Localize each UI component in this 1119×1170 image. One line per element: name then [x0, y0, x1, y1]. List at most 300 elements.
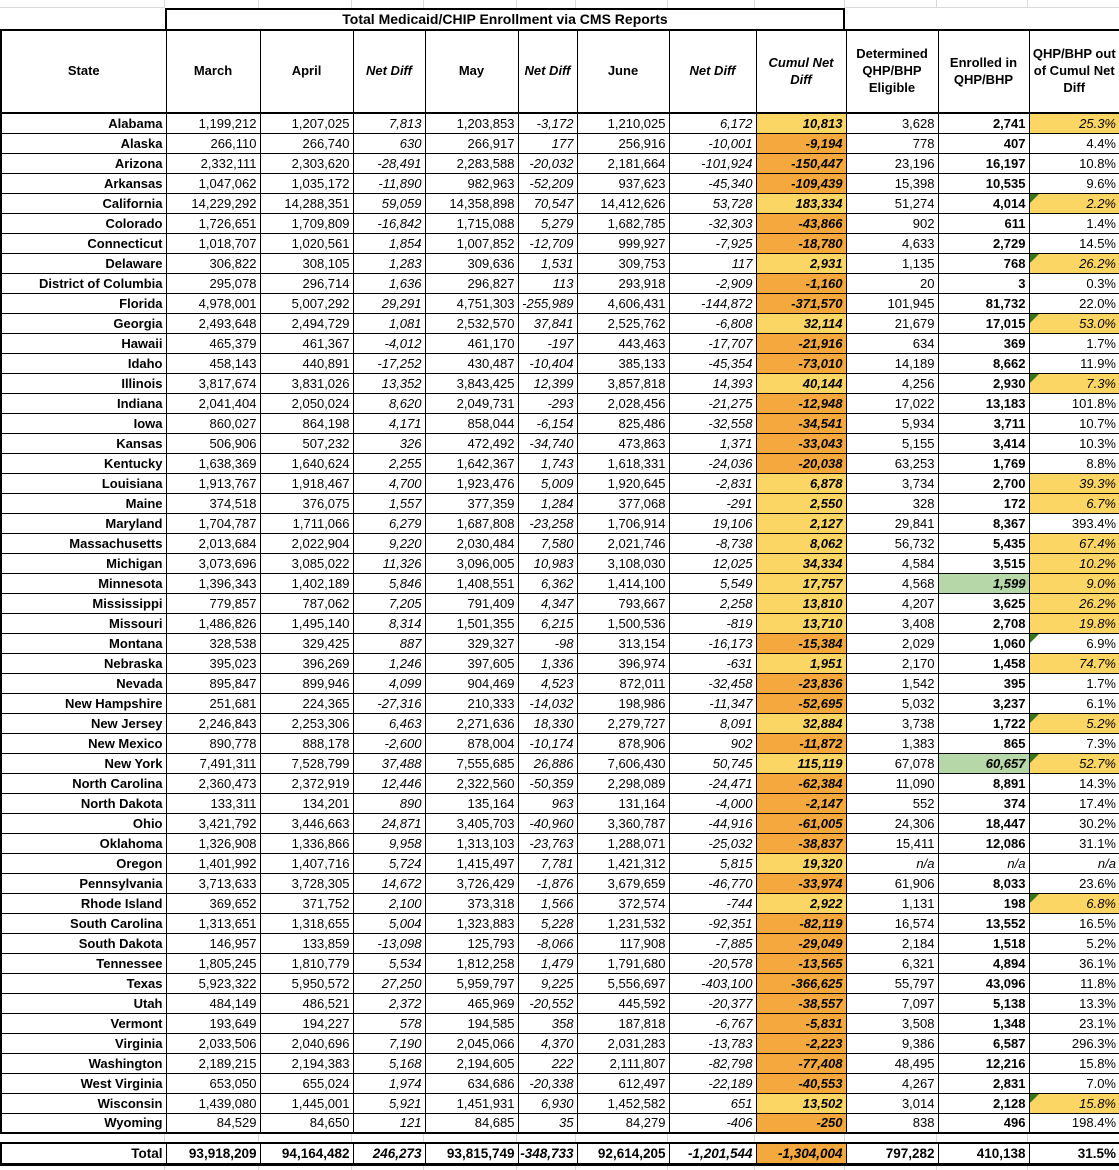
netdiff-may-jun-cell: -21,275 [669, 393, 756, 413]
netdiff-may-jun-cell: 5,815 [669, 853, 756, 873]
state-cell: Indiana [1, 393, 166, 413]
netdiff-apr-may-cell: 358 [518, 1013, 577, 1033]
april-cell: 194,227 [260, 1013, 353, 1033]
netdiff-mar-apr-cell: 24,871 [353, 813, 425, 833]
june-cell: 999,927 [577, 233, 669, 253]
netdiff-mar-apr-cell: 4,099 [353, 673, 425, 693]
netdiff-may-jun-cell: 2,258 [669, 593, 756, 613]
april-cell: 1,709,809 [260, 213, 353, 233]
netdiff-apr-may-cell: 4,347 [518, 593, 577, 613]
april-cell: 1,336,866 [260, 833, 353, 853]
netdiff-may-jun-cell: -7,925 [669, 233, 756, 253]
total-enrolled-cell: 410,138 [938, 1143, 1029, 1164]
enrolled-cell: 13,552 [938, 913, 1029, 933]
col-header-7: Net Diff [669, 30, 756, 113]
table-row [1, 733, 1119, 753]
june-cell: 14,412,626 [577, 193, 669, 213]
enrolled-cell: 8,367 [938, 513, 1029, 533]
june-cell: 445,592 [577, 993, 669, 1013]
march-cell: 1,486,826 [166, 613, 260, 633]
april-cell: 655,024 [260, 1073, 353, 1093]
netdiff-apr-may-cell: 963 [518, 793, 577, 813]
cumul-netdiff-cell: -40,553 [756, 1073, 846, 1093]
cumul-netdiff-cell: -150,447 [756, 153, 846, 173]
total-cumul-netdiff-cell: -1,304,004 [756, 1143, 846, 1164]
netdiff-may-jun-cell: -819 [669, 613, 756, 633]
netdiff-apr-may-cell: 222 [518, 1053, 577, 1073]
netdiff-may-jun-cell: -32,558 [669, 413, 756, 433]
determined-eligible-cell: 1,131 [846, 893, 938, 913]
cumul-netdiff-cell: -1,160 [756, 273, 846, 293]
cumul-netdiff-cell: -52,695 [756, 693, 846, 713]
state-cell: Virginia [1, 1033, 166, 1053]
determined-eligible-cell: 3,734 [846, 473, 938, 493]
may-cell: 878,004 [425, 733, 518, 753]
netdiff-may-jun-cell: -45,340 [669, 173, 756, 193]
june-cell: 872,011 [577, 673, 669, 693]
table-row [1, 853, 1119, 873]
cumul-netdiff-cell: 13,710 [756, 613, 846, 633]
determined-eligible-cell: 3,738 [846, 713, 938, 733]
cumul-netdiff-cell: 2,922 [756, 893, 846, 913]
netdiff-apr-may-cell: 26,886 [518, 753, 577, 773]
table-row [1, 953, 1119, 973]
state-cell: Louisiana [1, 473, 166, 493]
may-cell: 2,283,588 [425, 153, 518, 173]
table-row [1, 393, 1119, 413]
state-cell: Mississippi [1, 593, 166, 613]
april-cell: 329,425 [260, 633, 353, 653]
may-cell: 2,322,560 [425, 773, 518, 793]
enrolled-cell: 2,741 [938, 113, 1029, 133]
cumul-netdiff-cell: 8,062 [756, 533, 846, 553]
determined-eligible-cell: 61,906 [846, 873, 938, 893]
april-cell: 1,407,716 [260, 853, 353, 873]
may-cell: 1,203,853 [425, 113, 518, 133]
qhp-pct-cell: 53.0% [1029, 313, 1119, 333]
table-row [1, 573, 1119, 593]
qhp-pct-cell: 30.2% [1029, 813, 1119, 833]
netdiff-apr-may-cell: 12,399 [518, 373, 577, 393]
table-row [1, 173, 1119, 193]
state-cell: Colorado [1, 213, 166, 233]
table-row [1, 633, 1119, 653]
june-cell: 2,525,762 [577, 313, 669, 333]
netdiff-may-jun-cell: -7,885 [669, 933, 756, 953]
table-row [1, 253, 1119, 273]
total-june-cell: 92,614,205 [577, 1143, 669, 1164]
enrolled-cell: 395 [938, 673, 1029, 693]
june-cell: 396,974 [577, 653, 669, 673]
state-cell: New Mexico [1, 733, 166, 753]
determined-eligible-cell: 1,383 [846, 733, 938, 753]
enrolled-cell: 8,033 [938, 873, 1029, 893]
enrolled-cell: 12,216 [938, 1053, 1029, 1073]
qhp-pct-cell: 31.1% [1029, 833, 1119, 853]
enrolled-cell: 2,128 [938, 1093, 1029, 1113]
state-cell: West Virginia [1, 1073, 166, 1093]
june-cell: 1,682,785 [577, 213, 669, 233]
june-cell: 443,463 [577, 333, 669, 353]
determined-eligible-cell: 51,274 [846, 193, 938, 213]
qhp-pct-cell: 6.1% [1029, 693, 1119, 713]
cumul-netdiff-cell: -82,119 [756, 913, 846, 933]
table-row [1, 753, 1119, 773]
may-cell: 397,605 [425, 653, 518, 673]
total-may-cell: 93,815,749 [425, 1143, 518, 1164]
enrolled-cell: 10,535 [938, 173, 1029, 193]
march-cell: 2,033,506 [166, 1033, 260, 1053]
cumul-netdiff-cell: -250 [756, 1113, 846, 1133]
table-row [1, 693, 1119, 713]
qhp-pct-cell: 8.8% [1029, 453, 1119, 473]
determined-eligible-cell: 23,196 [846, 153, 938, 173]
total-march-cell: 93,918,209 [166, 1143, 260, 1164]
may-cell: 1,408,551 [425, 573, 518, 593]
netdiff-mar-apr-cell: -17,252 [353, 353, 425, 373]
qhp-pct-cell: 11.8% [1029, 973, 1119, 993]
enrolled-cell: 2,831 [938, 1073, 1029, 1093]
netdiff-apr-may-cell: -10,404 [518, 353, 577, 373]
april-cell: 3,728,305 [260, 873, 353, 893]
table-title-row [0, 8, 1119, 29]
table-row [1, 433, 1119, 453]
netdiff-mar-apr-cell: 14,672 [353, 873, 425, 893]
may-cell: 791,409 [425, 593, 518, 613]
col-header-1: March [166, 30, 260, 113]
enrolled-cell: 369 [938, 333, 1029, 353]
enrolled-cell: 3,515 [938, 553, 1029, 573]
enrolled-cell: 1,348 [938, 1013, 1029, 1033]
june-cell: 2,181,664 [577, 153, 669, 173]
may-cell: 3,096,005 [425, 553, 518, 573]
netdiff-apr-may-cell: 1,479 [518, 953, 577, 973]
netdiff-apr-may-cell: 1,336 [518, 653, 577, 673]
determined-eligible-cell: 328 [846, 493, 938, 513]
march-cell: 295,078 [166, 273, 260, 293]
determined-eligible-cell: 5,032 [846, 693, 938, 713]
march-cell: 653,050 [166, 1073, 260, 1093]
determined-eligible-cell: 3,508 [846, 1013, 938, 1033]
state-cell: Ohio [1, 813, 166, 833]
april-cell: 440,891 [260, 353, 353, 373]
netdiff-apr-may-cell: -50,359 [518, 773, 577, 793]
determined-eligible-cell: 29,841 [846, 513, 938, 533]
enrolled-cell: 407 [938, 133, 1029, 153]
netdiff-mar-apr-cell: 6,279 [353, 513, 425, 533]
netdiff-apr-may-cell: 5,009 [518, 473, 577, 493]
netdiff-apr-may-cell: -3,172 [518, 113, 577, 133]
state-cell: Pennsylvania [1, 873, 166, 893]
may-cell: 1,501,355 [425, 613, 518, 633]
cumul-netdiff-cell: -29,049 [756, 933, 846, 953]
netdiff-may-jun-cell: 1,371 [669, 433, 756, 453]
netdiff-may-jun-cell: -92,351 [669, 913, 756, 933]
netdiff-mar-apr-cell: 887 [353, 633, 425, 653]
march-cell: 4,978,001 [166, 293, 260, 313]
march-cell: 369,652 [166, 893, 260, 913]
table-title: Total Medicaid/CHIP Enrollment via CMS Reports [165, 8, 845, 29]
state-cell: New Hampshire [1, 693, 166, 713]
april-cell: 899,946 [260, 673, 353, 693]
col-header-6: June [577, 30, 669, 113]
netdiff-apr-may-cell: 9,225 [518, 973, 577, 993]
determined-eligible-cell: 7,097 [846, 993, 938, 1013]
enrolled-cell: 18,447 [938, 813, 1029, 833]
april-cell: 2,040,696 [260, 1033, 353, 1053]
enrolled-cell: 3 [938, 273, 1029, 293]
march-cell: 1,396,343 [166, 573, 260, 593]
june-cell: 1,452,582 [577, 1093, 669, 1113]
determined-eligible-cell: 63,253 [846, 453, 938, 473]
netdiff-mar-apr-cell: 4,171 [353, 413, 425, 433]
table-row [1, 713, 1119, 733]
qhp-pct-cell: 23.6% [1029, 873, 1119, 893]
april-cell: 864,198 [260, 413, 353, 433]
table-row [1, 553, 1119, 573]
netdiff-may-jun-cell: -20,377 [669, 993, 756, 1013]
qhp-pct-cell: 0.3% [1029, 273, 1119, 293]
june-cell: 198,986 [577, 693, 669, 713]
april-cell: 1,207,025 [260, 113, 353, 133]
march-cell: 1,638,369 [166, 453, 260, 473]
netdiff-may-jun-cell: -101,924 [669, 153, 756, 173]
qhp-pct-cell: 10.2% [1029, 553, 1119, 573]
may-cell: 634,686 [425, 1073, 518, 1093]
netdiff-may-jun-cell: 19,106 [669, 513, 756, 533]
state-cell: Rhode Island [1, 893, 166, 913]
enrolled-cell: 1,518 [938, 933, 1029, 953]
april-cell: 296,714 [260, 273, 353, 293]
netdiff-apr-may-cell: -23,258 [518, 513, 577, 533]
march-cell: 84,529 [166, 1113, 260, 1133]
may-cell: 3,843,425 [425, 373, 518, 393]
april-cell: 2,050,024 [260, 393, 353, 413]
qhp-pct-cell: 4.4% [1029, 133, 1119, 153]
netdiff-mar-apr-cell: 5,724 [353, 853, 425, 873]
april-cell: 1,918,467 [260, 473, 353, 493]
netdiff-may-jun-cell: -291 [669, 493, 756, 513]
state-cell: South Dakota [1, 933, 166, 953]
table-row [1, 293, 1119, 313]
april-cell: 2,372,919 [260, 773, 353, 793]
cumul-netdiff-cell: -33,043 [756, 433, 846, 453]
netdiff-may-jun-cell: -4,000 [669, 793, 756, 813]
table-row [1, 1053, 1119, 1073]
april-cell: 2,253,306 [260, 713, 353, 733]
may-cell: 125,793 [425, 933, 518, 953]
enrolled-cell: 8,891 [938, 773, 1029, 793]
enrolled-cell: 2,930 [938, 373, 1029, 393]
may-cell: 135,164 [425, 793, 518, 813]
netdiff-apr-may-cell: -20,338 [518, 1073, 577, 1093]
state-cell: Oklahoma [1, 833, 166, 853]
gridline [844, 1134, 845, 1142]
netdiff-apr-may-cell: -98 [518, 633, 577, 653]
june-cell: 2,028,456 [577, 393, 669, 413]
cumul-netdiff-cell: -18,780 [756, 233, 846, 253]
determined-eligible-cell: 55,797 [846, 973, 938, 993]
march-cell: 1,313,651 [166, 913, 260, 933]
total-determined-eligible-cell: 797,282 [846, 1143, 938, 1164]
state-cell: North Dakota [1, 793, 166, 813]
june-cell: 313,154 [577, 633, 669, 653]
table-row [1, 1033, 1119, 1053]
table-row [1, 653, 1119, 673]
april-cell: 266,740 [260, 133, 353, 153]
may-cell: 7,555,685 [425, 753, 518, 773]
netdiff-mar-apr-cell: 1,557 [353, 493, 425, 513]
gap-grid-strip [0, 1134, 1119, 1142]
qhp-pct-cell: 6.7% [1029, 493, 1119, 513]
determined-eligible-cell: 2,184 [846, 933, 938, 953]
may-cell: 472,492 [425, 433, 518, 453]
determined-eligible-cell: 4,584 [846, 553, 938, 573]
netdiff-apr-may-cell: 18,330 [518, 713, 577, 733]
april-cell: 461,367 [260, 333, 353, 353]
enrolled-cell: 6,587 [938, 1033, 1029, 1053]
netdiff-apr-may-cell: -52,209 [518, 173, 577, 193]
gridline [423, 1134, 424, 1142]
total-label-cell: Total [1, 1143, 166, 1164]
april-cell: 5,950,572 [260, 973, 353, 993]
determined-eligible-cell: 15,411 [846, 833, 938, 853]
netdiff-mar-apr-cell: -2,600 [353, 733, 425, 753]
netdiff-apr-may-cell: 37,841 [518, 313, 577, 333]
table-row [1, 373, 1119, 393]
april-cell: 2,494,729 [260, 313, 353, 333]
netdiff-mar-apr-cell: 12,446 [353, 773, 425, 793]
june-cell: 878,906 [577, 733, 669, 753]
determined-eligible-cell: 2,170 [846, 653, 938, 673]
enrolled-cell: 198 [938, 893, 1029, 913]
total-april-cell: 94,164,482 [260, 1143, 353, 1164]
cumul-netdiff-cell: -61,005 [756, 813, 846, 833]
netdiff-mar-apr-cell: 5,004 [353, 913, 425, 933]
netdiff-mar-apr-cell: 2,372 [353, 993, 425, 1013]
cumul-netdiff-cell: -38,837 [756, 833, 846, 853]
june-cell: 793,667 [577, 593, 669, 613]
netdiff-mar-apr-cell: 9,958 [353, 833, 425, 853]
march-cell: 328,538 [166, 633, 260, 653]
april-cell: 2,303,620 [260, 153, 353, 173]
gridline [516, 1134, 517, 1142]
state-cell: New York [1, 753, 166, 773]
march-cell: 1,726,651 [166, 213, 260, 233]
state-cell: Oregon [1, 853, 166, 873]
netdiff-apr-may-cell: 1,531 [518, 253, 577, 273]
march-cell: 146,957 [166, 933, 260, 953]
state-cell: Illinois [1, 373, 166, 393]
june-cell: 937,623 [577, 173, 669, 193]
may-cell: 2,532,570 [425, 313, 518, 333]
april-cell: 1,035,172 [260, 173, 353, 193]
qhp-pct-cell: 19.8% [1029, 613, 1119, 633]
enrolled-cell: 1,769 [938, 453, 1029, 473]
netdiff-mar-apr-cell: 5,534 [353, 953, 425, 973]
determined-eligible-cell: 3,628 [846, 113, 938, 133]
cumul-netdiff-cell: -109,439 [756, 173, 846, 193]
total-table [0, 1142, 1119, 1166]
netdiff-mar-apr-cell: 11,326 [353, 553, 425, 573]
table-row [1, 353, 1119, 373]
cumul-netdiff-cell: -5,831 [756, 1013, 846, 1033]
state-cell: Maine [1, 493, 166, 513]
may-cell: 210,333 [425, 693, 518, 713]
header-row [1, 30, 1119, 113]
april-cell: 507,232 [260, 433, 353, 453]
june-cell: 2,111,807 [577, 1053, 669, 1073]
netdiff-mar-apr-cell: 630 [353, 133, 425, 153]
qhp-pct-cell: 10.8% [1029, 153, 1119, 173]
netdiff-apr-may-cell: 113 [518, 273, 577, 293]
table-row [1, 453, 1119, 473]
enrolled-cell: 5,138 [938, 993, 1029, 1013]
netdiff-mar-apr-cell: 7,190 [353, 1033, 425, 1053]
may-cell: 2,045,066 [425, 1033, 518, 1053]
netdiff-may-jun-cell: -16,173 [669, 633, 756, 653]
determined-eligible-cell: 67,078 [846, 753, 938, 773]
determined-eligible-cell: 2,029 [846, 633, 938, 653]
qhp-pct-cell: 22.0% [1029, 293, 1119, 313]
netdiff-mar-apr-cell: 2,100 [353, 893, 425, 913]
cumul-netdiff-cell: -38,557 [756, 993, 846, 1013]
june-cell: 3,679,659 [577, 873, 669, 893]
table-row [1, 113, 1119, 133]
qhp-pct-cell: 198.4% [1029, 1113, 1119, 1133]
state-cell: Massachusetts [1, 533, 166, 553]
enrolled-cell: 16,197 [938, 153, 1029, 173]
netdiff-may-jun-cell: 902 [669, 733, 756, 753]
june-cell: 256,916 [577, 133, 669, 153]
qhp-pct-cell: 67.4% [1029, 533, 1119, 553]
qhp-pct-cell: 74.7% [1029, 653, 1119, 673]
netdiff-may-jun-cell: 651 [669, 1093, 756, 1113]
netdiff-may-jun-cell: -20,578 [669, 953, 756, 973]
state-cell: District of Columbia [1, 273, 166, 293]
cumul-netdiff-cell: -2,147 [756, 793, 846, 813]
qhp-pct-cell: 16.5% [1029, 913, 1119, 933]
enrolled-cell: 1,060 [938, 633, 1029, 653]
qhp-pct-cell: 2.2% [1029, 193, 1119, 213]
determined-eligible-cell: 21,679 [846, 313, 938, 333]
netdiff-mar-apr-cell: 7,813 [353, 113, 425, 133]
netdiff-may-jun-cell: 12,025 [669, 553, 756, 573]
april-cell: 1,318,655 [260, 913, 353, 933]
netdiff-apr-may-cell: -34,740 [518, 433, 577, 453]
may-cell: 309,636 [425, 253, 518, 273]
cumul-netdiff-cell: 2,550 [756, 493, 846, 513]
enrolled-cell: 2,729 [938, 233, 1029, 253]
june-cell: 2,279,727 [577, 713, 669, 733]
enrolled-cell: 12,086 [938, 833, 1029, 853]
netdiff-mar-apr-cell: 37,488 [353, 753, 425, 773]
april-cell: 7,528,799 [260, 753, 353, 773]
determined-eligible-cell: 56,732 [846, 533, 938, 553]
cumul-netdiff-cell: 183,334 [756, 193, 846, 213]
gridline [754, 1134, 755, 1142]
april-cell: 1,020,561 [260, 233, 353, 253]
qhp-pct-cell: 1.7% [1029, 333, 1119, 353]
table-row [1, 233, 1119, 253]
netdiff-may-jun-cell: -44,916 [669, 813, 756, 833]
march-cell: 1,439,080 [166, 1093, 260, 1113]
june-cell: 377,068 [577, 493, 669, 513]
state-cell: North Carolina [1, 773, 166, 793]
gridline [164, 1134, 165, 1142]
netdiff-mar-apr-cell: 5,846 [353, 573, 425, 593]
cumul-netdiff-cell: 17,757 [756, 573, 846, 593]
